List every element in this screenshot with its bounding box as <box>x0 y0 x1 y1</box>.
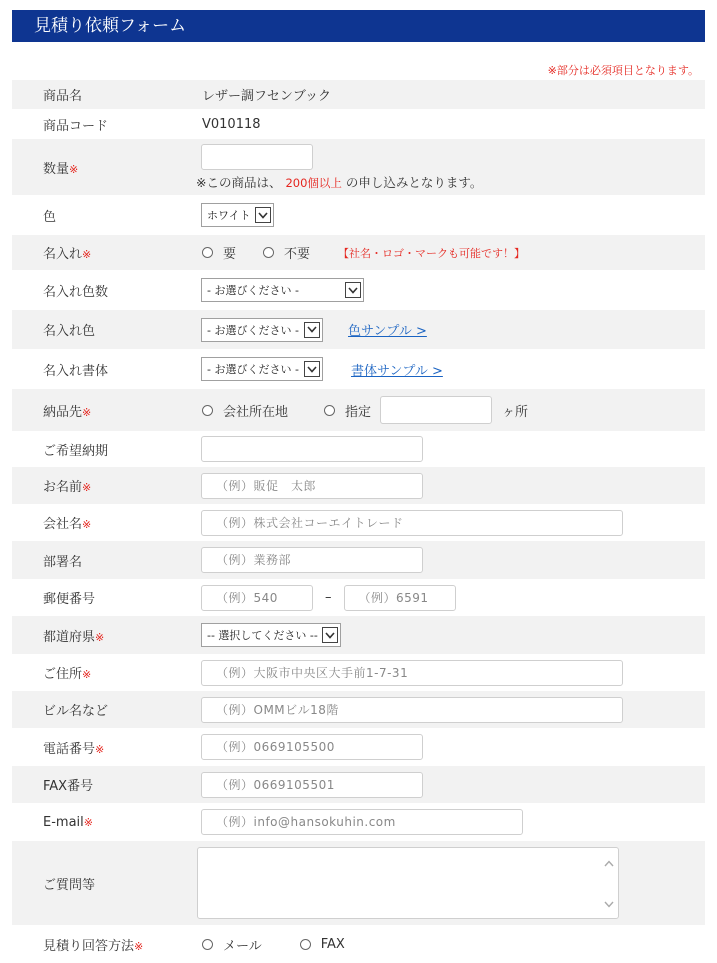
row-delivery <box>12 389 705 431</box>
delivery-company-radio[interactable]: 会社所在地 <box>202 401 288 420</box>
company-input[interactable] <box>201 510 623 536</box>
row-quantity <box>12 139 705 195</box>
department-input[interactable] <box>201 547 423 573</box>
reply-method-label: 見積り回答方法※ <box>43 938 144 954</box>
due-date-label: ご希望納期 <box>43 443 109 459</box>
color-label: 色 <box>43 209 57 225</box>
chevron-down-icon <box>304 361 320 377</box>
email-label: E-mail※ <box>43 814 93 830</box>
department-label: 部署名 <box>43 554 83 570</box>
company-label: 会社名※ <box>43 517 92 532</box>
chevron-down-icon <box>322 627 338 643</box>
row-postal <box>12 579 705 616</box>
font-sample-link[interactable]: 書体サンプル > <box>351 363 443 379</box>
naire-no-radio[interactable]: 不要 <box>263 243 310 262</box>
phone-input[interactable] <box>201 734 423 760</box>
row-address <box>12 654 705 691</box>
product-name-value: レザー調フセンブック <box>202 89 331 104</box>
row-name <box>12 467 705 504</box>
row-department <box>12 541 705 579</box>
row-fax <box>12 766 705 803</box>
color-select[interactable]: ホワイト <box>201 203 274 227</box>
prefecture-select[interactable]: -- 選択してください -- <box>201 623 341 647</box>
form-title: 見積り依頼フォーム <box>34 16 187 36</box>
delivery-specified-radio[interactable]: 指定 <box>324 401 371 420</box>
quantity-label: 数量※ <box>43 161 79 177</box>
reply-email-radio[interactable]: メール <box>202 935 262 954</box>
row-reply-method <box>12 925 705 963</box>
product-code-value: V010118 <box>202 116 261 132</box>
form-title-bar <box>12 10 705 42</box>
naire-yes-radio[interactable]: 要 <box>202 243 236 262</box>
product-name-label: 商品名 <box>43 89 83 104</box>
naire-note: 【社名・ロゴ・マークも可能です！】 <box>338 246 526 260</box>
address-input[interactable] <box>201 660 623 686</box>
phone-label: 電話番号※ <box>43 741 105 757</box>
questions-label: ご質問等 <box>43 877 96 893</box>
scroll-up-icon <box>604 860 614 867</box>
row-email <box>12 803 705 841</box>
chevron-down-icon <box>345 282 361 298</box>
fax-label: FAX番号 <box>43 779 94 794</box>
row-product-name <box>12 80 705 109</box>
delivery-label: 納品先※ <box>43 404 92 420</box>
row-naire-colors <box>12 270 705 310</box>
row-naire <box>12 235 705 270</box>
email-input[interactable] <box>201 809 523 835</box>
naire-color-label: 名入れ色 <box>43 324 96 339</box>
naire-label: 名入れ※ <box>43 247 92 262</box>
row-questions <box>12 841 705 925</box>
postal-code-1-input[interactable] <box>201 585 313 611</box>
building-input[interactable] <box>201 697 623 723</box>
naire-font-select[interactable]: - お選びください - <box>201 357 323 381</box>
chevron-down-icon <box>304 322 320 338</box>
postal-label: 郵便番号 <box>43 592 96 607</box>
row-prefecture <box>12 616 705 654</box>
naire-font-label: 名入れ書体 <box>43 363 109 379</box>
row-building <box>12 691 705 728</box>
row-company <box>12 504 705 541</box>
postal-dash: – <box>325 590 332 605</box>
name-label: お名前※ <box>43 480 92 495</box>
scroll-down-icon <box>604 901 614 908</box>
row-phone <box>12 728 705 766</box>
naire-colors-select[interactable]: - お選びください - <box>201 278 364 302</box>
fax-input[interactable] <box>201 772 423 798</box>
estimate-form <box>12 80 705 963</box>
address-label: ご住所※ <box>43 667 92 682</box>
row-naire-color <box>12 310 705 349</box>
reply-fax-radio[interactable]: FAX <box>300 937 345 952</box>
naire-colors-label: 名入れ色数 <box>43 284 109 300</box>
required-note: ※部分は必須項目となります。 <box>547 64 699 77</box>
row-naire-font <box>12 349 705 389</box>
prefecture-label: 都道府県※ <box>43 629 105 645</box>
quantity-note: ※この商品は、 200個以上 の申し込みとなります。 <box>196 174 483 190</box>
row-product-code <box>12 109 705 139</box>
chevron-down-icon <box>255 207 271 223</box>
product-code-label: 商品コード <box>43 118 109 134</box>
quantity-input[interactable] <box>201 144 313 170</box>
postal-code-2-input[interactable] <box>344 585 456 611</box>
row-due-date <box>12 431 705 467</box>
row-color <box>12 195 705 235</box>
color-sample-link[interactable]: 色サンプル > <box>348 324 427 339</box>
textarea-scrollbar[interactable] <box>604 860 614 908</box>
quantity-min: 200個以上 <box>285 175 342 190</box>
name-input[interactable] <box>201 473 423 499</box>
naire-color-select[interactable]: - お選びください - <box>201 318 323 342</box>
delivery-count-input[interactable] <box>380 396 492 424</box>
delivery-suffix: ヶ所 <box>502 404 529 420</box>
due-date-input[interactable] <box>201 436 423 462</box>
questions-textarea[interactable] <box>197 847 619 919</box>
building-label: ビル名など <box>43 704 109 719</box>
